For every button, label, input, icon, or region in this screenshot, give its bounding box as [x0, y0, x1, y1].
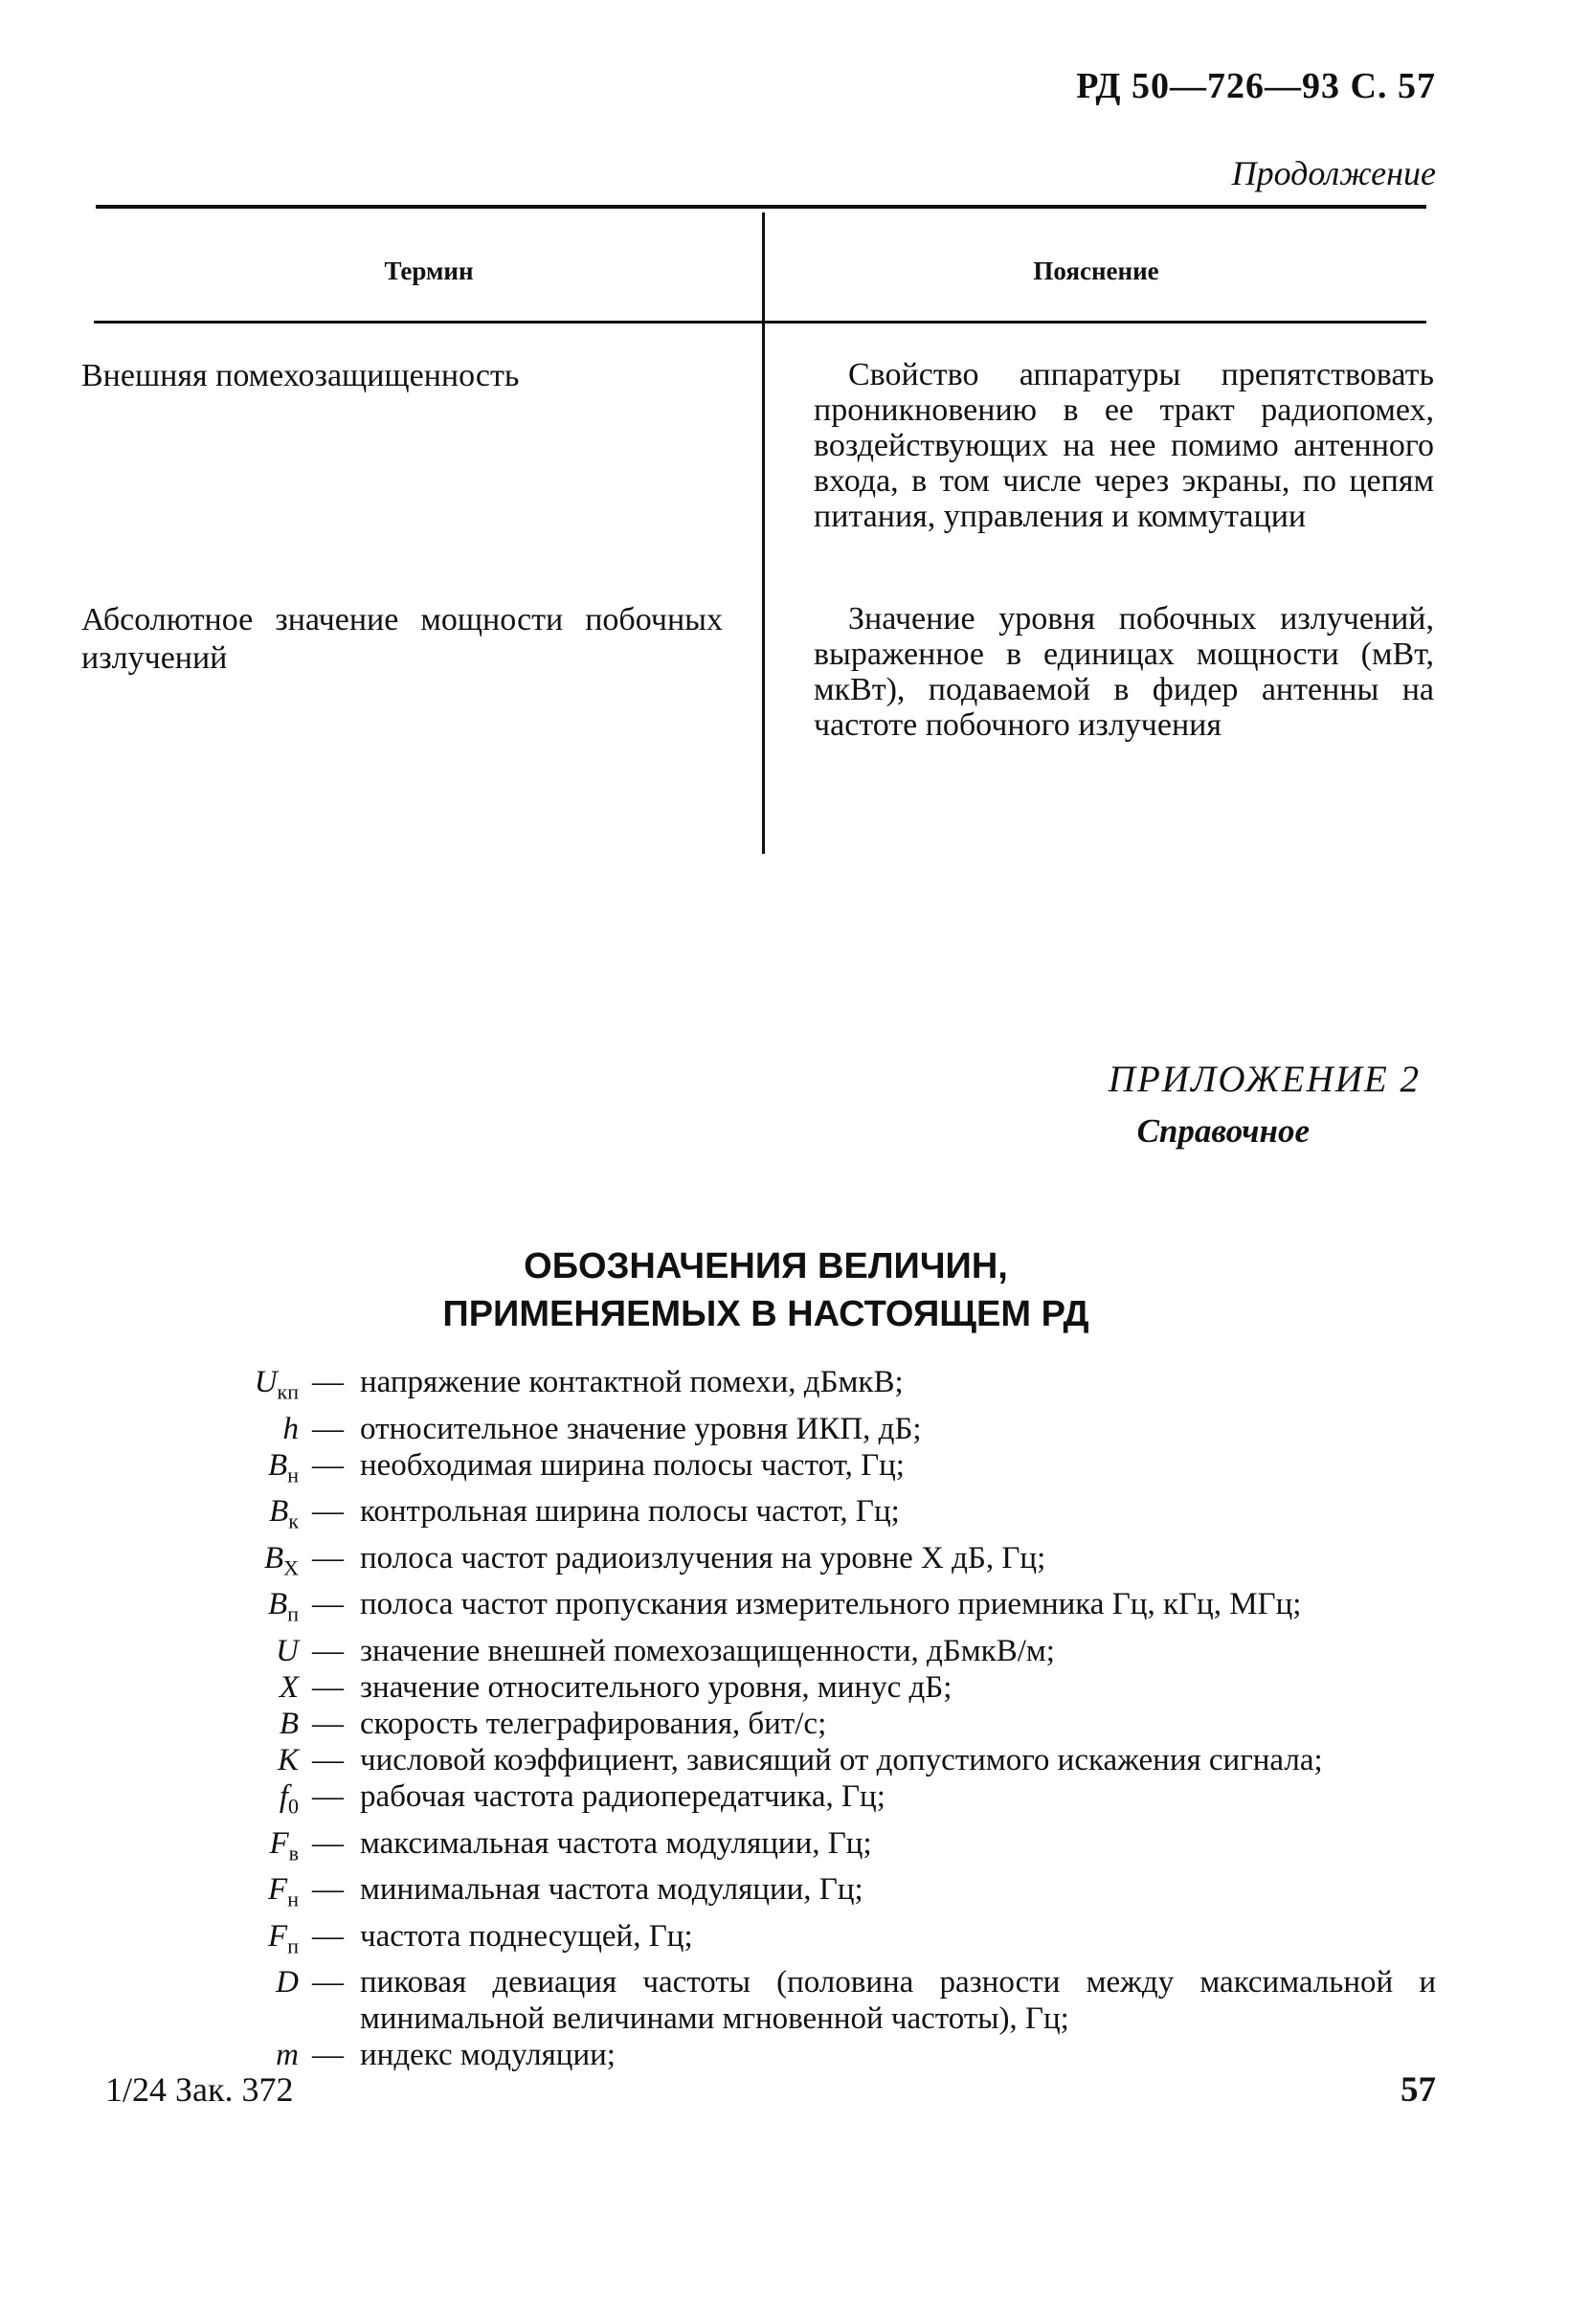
table-header-rule: [94, 321, 1426, 324]
em-dash: —: [312, 1365, 344, 1399]
symbols-list: [144, 1364, 1436, 2073]
symbol-row: [144, 1669, 1436, 1706]
symbol-description: относительное значение уровня ИКП, дБ;: [360, 1411, 922, 1446]
symbol-description: рабочая частота радиопередатчика, Гц;: [360, 1778, 885, 1814]
symbol-subscript: в: [288, 1841, 299, 1866]
symbol-description: индекс модуляции;: [360, 2038, 616, 2073]
symbol-subscript: н: [287, 1887, 299, 1911]
symbol-description: минимальная частота модуляции, Гц;: [360, 1872, 863, 1908]
table-row-term: Внешняя помехозащищенность: [81, 358, 520, 393]
symbol-description: числовой коэффициент, зависящий от допустимого искажения сигнала;: [360, 1742, 1323, 1777]
symbol-description: скорость телеграфирования, бит/с;: [360, 1706, 827, 1741]
annex-title: ПРИЛОЖЕНИЕ 2: [1108, 1059, 1421, 1100]
em-dash: —: [312, 1540, 344, 1575]
annex-subtitle: Справочное: [1136, 1112, 1310, 1150]
em-dash: —: [312, 1669, 344, 1705]
table-column-divider: [762, 212, 765, 854]
symbol-letter: h: [282, 1411, 299, 1446]
symbol-subscript: 0: [288, 1794, 299, 1819]
table-row-term: Абсолютное значение мощности побочных излучений: [81, 602, 723, 676]
em-dash: —: [312, 1447, 344, 1483]
symbol-description: полоса частот пропускания измерительного приемника Гц, кГц, МГц;: [360, 1587, 1302, 1622]
symbol-row: [144, 1778, 1436, 1825]
table-header-term: Термин: [384, 257, 474, 285]
em-dash: —: [312, 1494, 344, 1530]
em-dash: —: [312, 1872, 344, 1908]
symbol-subscript: п: [287, 1601, 299, 1626]
symbol-name: [144, 1633, 312, 1669]
symbol-letter: D: [276, 1965, 299, 2000]
em-dash: —: [312, 1918, 344, 1954]
symbol-letter: f: [279, 1778, 288, 1814]
symbol-letter: B: [279, 1706, 299, 1741]
section-title-line2: ПРИМЕНЯЕМЫХ В НАСТОЯЩЕМ РД: [442, 1294, 1089, 1334]
symbol-row: [144, 2037, 1436, 2073]
symbol-description: необходимая ширина полосы частот, Гц;: [360, 1447, 905, 1483]
symbol-description: значение внешней помехозащищенности, дБмкВ/м;: [360, 1633, 1055, 1668]
symbol-row: [144, 1918, 1436, 1965]
symbol-letter: U: [276, 1633, 299, 1668]
symbol-description: контрольная ширина полосы частот, Гц;: [360, 1494, 900, 1530]
table-row-explanation: Значение уровня побочных излучений, выраженное в единицах мощности (мВт, мкВт), подаваемой в фидер антенны на частоте побочного излучения: [814, 601, 1434, 743]
symbol-name: [144, 1918, 312, 1965]
symbol-description: максимальная частота модуляции, Гц;: [360, 1825, 872, 1861]
em-dash: —: [312, 1633, 344, 1668]
symbol-row: [144, 1364, 1436, 1411]
symbol-name: [144, 2037, 312, 2073]
symbol-description: частота поднесущей, Гц;: [360, 1918, 693, 1954]
table-top-rule: [96, 205, 1426, 209]
symbol-letter: X: [279, 1669, 299, 1705]
page-header-ref: РД 50—726—93 С. 57: [1076, 66, 1436, 106]
symbol-letter: B: [268, 1447, 288, 1483]
symbol-letter: B: [263, 1540, 284, 1575]
symbol-name: [144, 1706, 312, 1742]
continuation-label: Продолжение: [1231, 154, 1436, 192]
symbol-row: [144, 1586, 1436, 1633]
em-dash: —: [312, 1825, 344, 1861]
section-title-line1: ОБОЗНАЧЕНИЯ ВЕЛИЧИН,: [524, 1246, 1008, 1286]
symbol-description: пиковая девиация частоты (половина разности между максимальной и минимальной величинами мгновенной частоты), Гц;: [360, 1965, 1436, 2037]
em-dash: —: [312, 1778, 344, 1814]
symbol-letter: F: [268, 1872, 288, 1908]
symbol-subscript: п: [287, 1933, 299, 1958]
symbol-subscript: X: [283, 1555, 299, 1580]
footer-order: 1/24 Зак. 372: [105, 2070, 294, 2109]
symbol-row: [144, 1706, 1436, 1742]
symbol-row: [144, 1447, 1436, 1494]
symbol-name: [144, 1411, 312, 1447]
symbol-subscript: к: [288, 1508, 299, 1533]
symbol-row: [144, 1411, 1436, 1447]
em-dash: —: [312, 1587, 344, 1622]
symbol-description: значение относительного уровня, минус дБ;: [360, 1669, 953, 1705]
em-dash: —: [312, 1742, 344, 1777]
symbol-subscript: н: [287, 1463, 299, 1487]
symbol-name: [144, 1871, 312, 1918]
symbol-letter: B: [269, 1494, 289, 1530]
symbol-description: полоса частот радиоизлучения на уровне X дБ, Гц;: [360, 1540, 1046, 1575]
symbol-letter: F: [269, 1825, 289, 1861]
footer-page-number: 57: [1401, 2070, 1436, 2110]
em-dash: —: [312, 1411, 344, 1446]
symbol-row: [144, 1871, 1436, 1918]
symbol-name: [144, 1778, 312, 1825]
symbol-row: [144, 1493, 1436, 1540]
em-dash: —: [312, 2038, 344, 2073]
symbol-row: [144, 1742, 1436, 1778]
symbol-row: [144, 1964, 1436, 2037]
symbol-name: [144, 1825, 312, 1872]
em-dash: —: [312, 1706, 344, 1741]
symbol-name: [144, 1447, 312, 1494]
symbol-name: [144, 1364, 312, 1411]
table-row-explanation: Свойство аппаратуры препятствовать проникновению в ее тракт радиопомех, воздействующих на нее помимо антенного входа, в том числе через экраны, по цепям питания, управления и коммутации: [814, 357, 1434, 534]
symbol-name: [144, 1964, 312, 2037]
section-title: [239, 1242, 1292, 1338]
em-dash: —: [312, 1965, 344, 2000]
symbol-row: [144, 1540, 1436, 1587]
symbol-letter: F: [268, 1918, 288, 1954]
symbol-name: [144, 1669, 312, 1706]
symbol-letter: m: [276, 2038, 299, 2073]
symbol-name: [144, 1540, 312, 1587]
symbol-row: [144, 1633, 1436, 1669]
symbol-name: [144, 1586, 312, 1633]
symbol-letter: B: [268, 1587, 288, 1622]
symbol-name: [144, 1742, 312, 1778]
symbol-letter: U: [254, 1365, 278, 1399]
symbol-row: [144, 1825, 1436, 1872]
symbol-subscript: кп: [277, 1379, 299, 1404]
table-header-explanation: Пояснение: [1033, 257, 1159, 285]
symbol-description: напряжение контактной помехи, дБмкВ;: [360, 1365, 904, 1399]
symbol-letter: K: [277, 1742, 299, 1777]
symbol-name: [144, 1493, 312, 1540]
